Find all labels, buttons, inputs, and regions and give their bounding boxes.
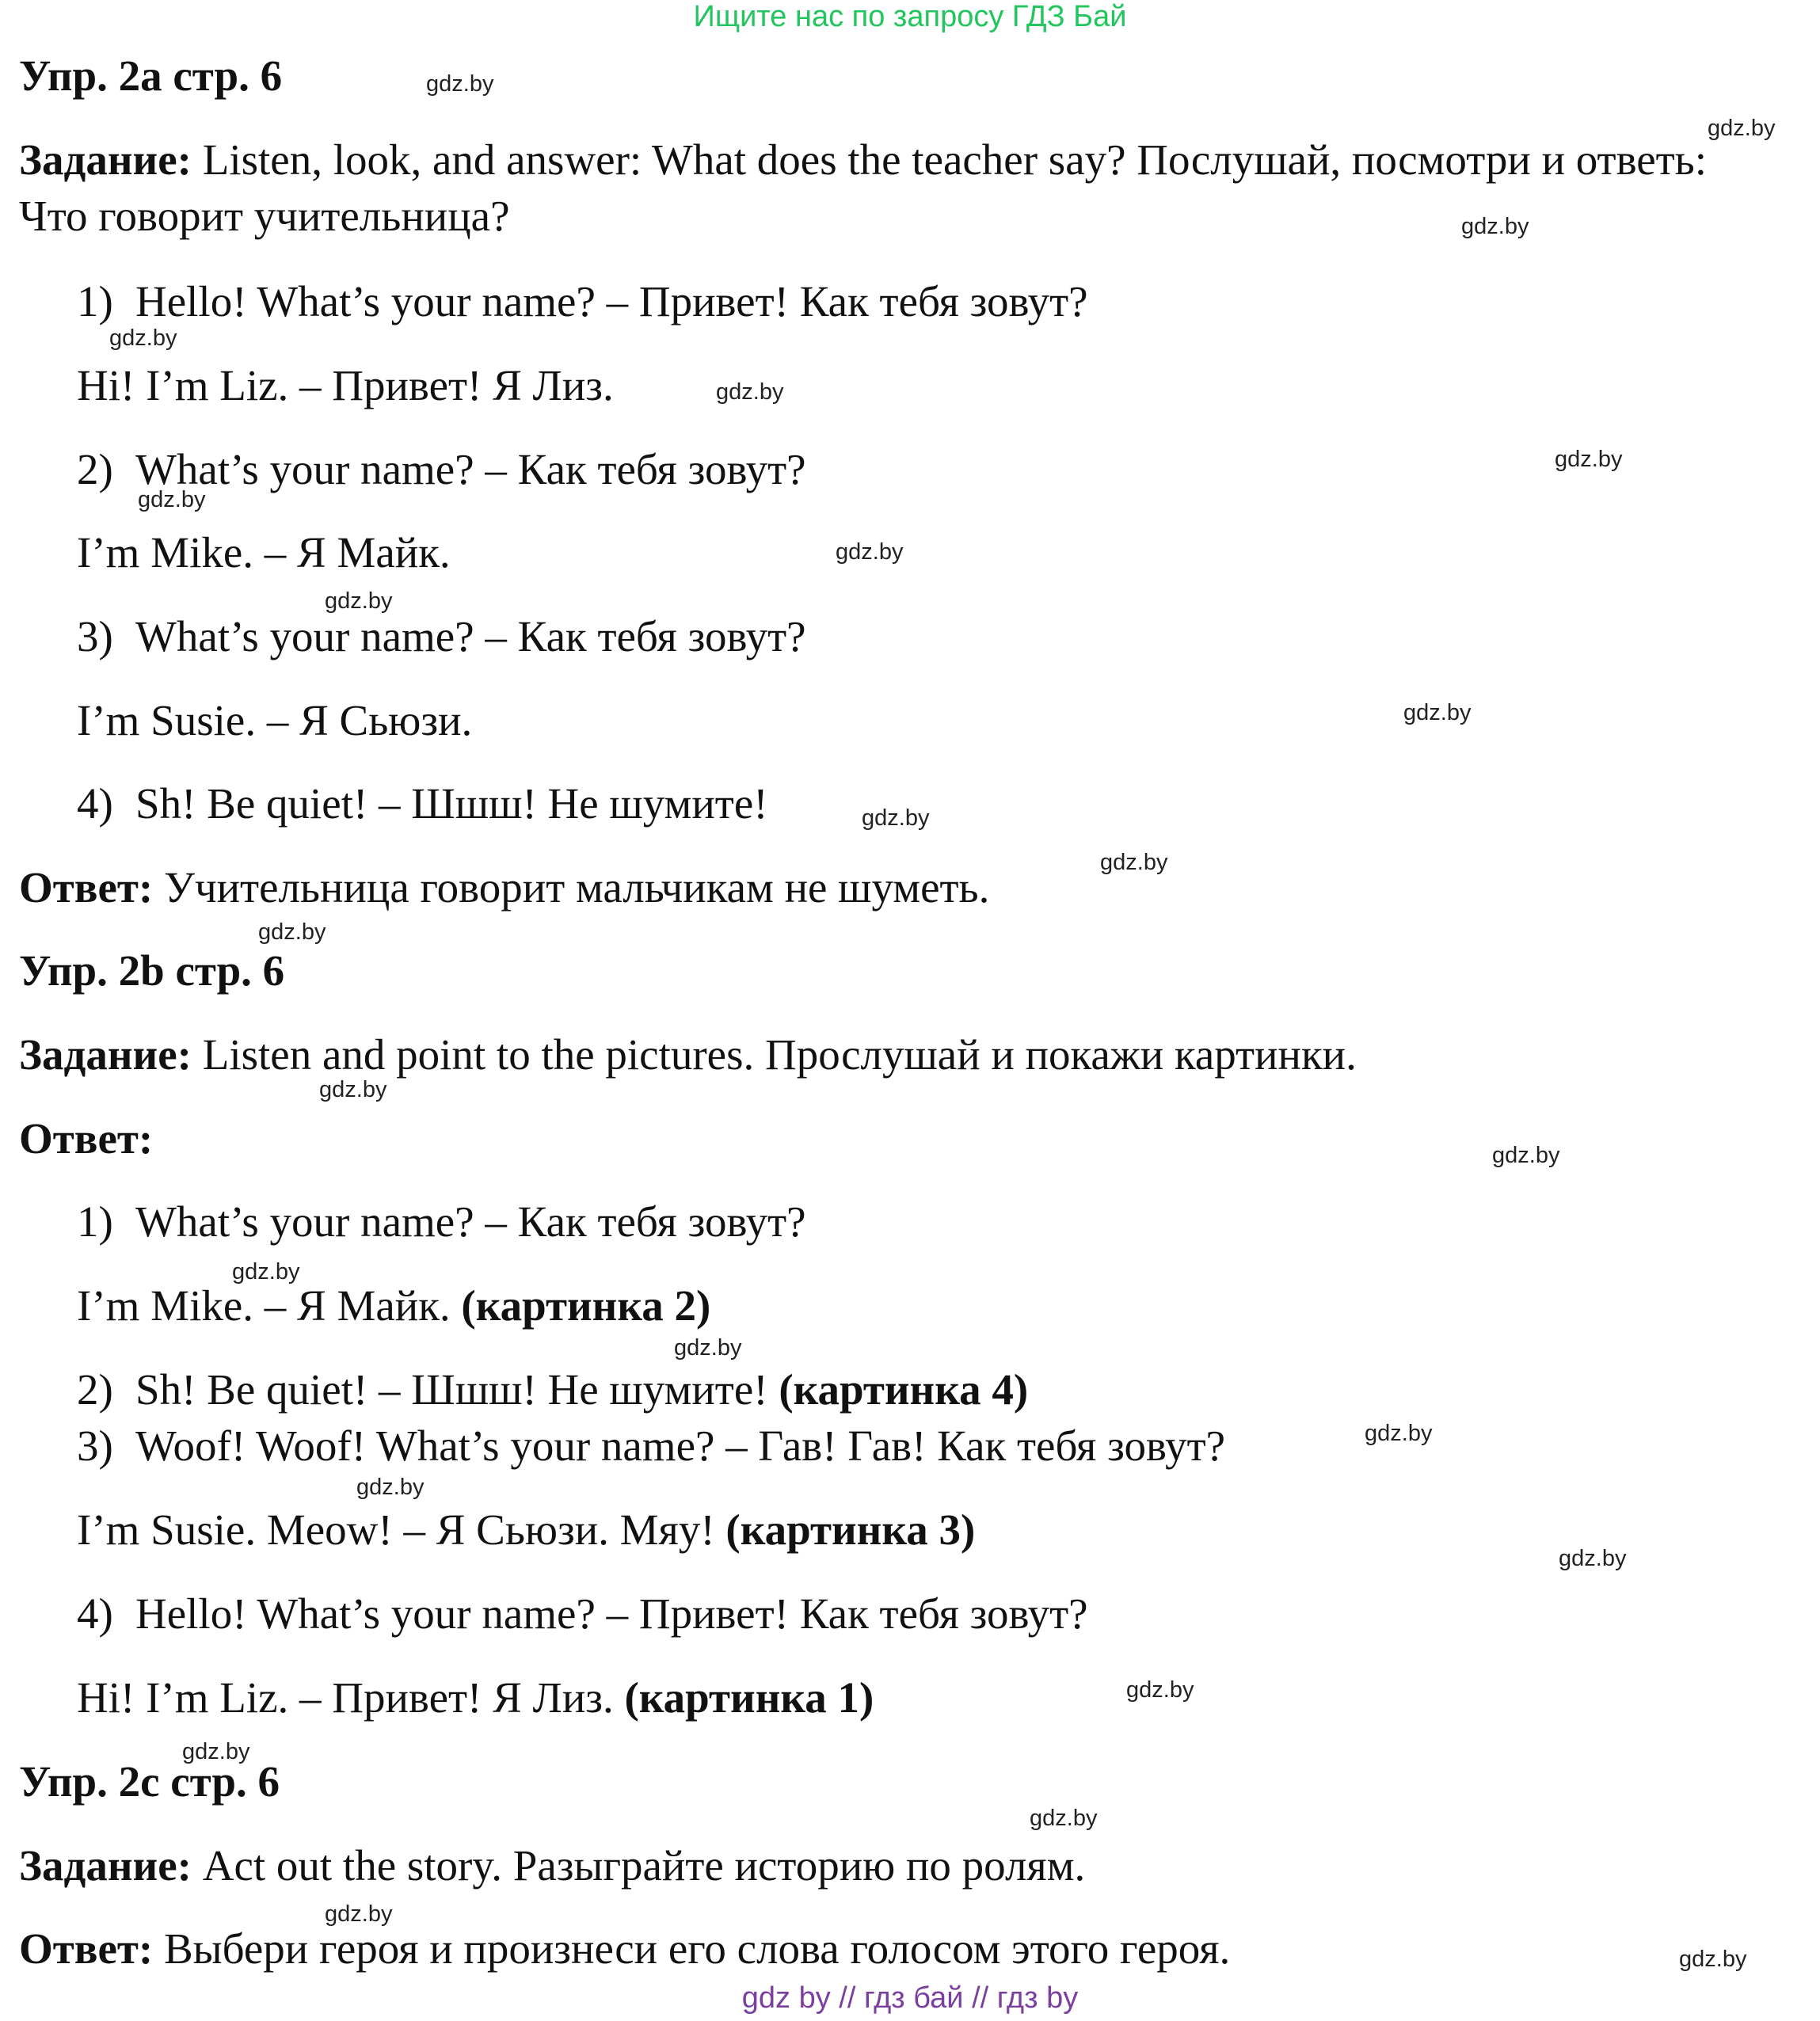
watermark: gdz.by	[836, 539, 904, 565]
task-text: Act out the story. Разыграйте историю по ролям.	[191, 1841, 1086, 1890]
ex2b-heading: Упр. 2b стр. 6	[19, 946, 285, 995]
ex2b-item-2-question	[77, 1365, 1029, 1414]
item-question: Woof! Woof! What’s your name? – Гав! Гав! Как тебя зовут?	[135, 1422, 1226, 1470]
watermark: gdz.by	[1492, 1143, 1560, 1168]
picture-ref: (картинка 4)	[779, 1365, 1029, 1414]
watermark: gdz.by	[109, 325, 177, 351]
watermark: gdz.by	[232, 1259, 300, 1285]
ex2c-heading: Упр. 2с стр. 6	[19, 1757, 280, 1806]
ex2a-item-1-answer: Hi! I’m Liz. – Привет! Я Лиз.	[77, 361, 614, 409]
watermark: gdz.by	[862, 805, 930, 831]
watermark: gdz.by	[674, 1335, 742, 1361]
ex2a-answer	[19, 863, 990, 912]
answer-label: Ответ:	[19, 863, 154, 912]
ex2b-item-3-answer	[77, 1505, 976, 1554]
ex2a-item-2-question	[77, 447, 806, 491]
ex2a-item-3-question	[77, 612, 806, 660]
ex2b-item-1-answer	[77, 1281, 711, 1330]
item-number: 1)	[77, 277, 113, 325]
answer-text: Учительница говорит мальчикам не шуметь.	[153, 863, 990, 912]
watermark: gdz.by	[319, 1077, 387, 1102]
ex2a-task-line2: Что говорит учительница?	[19, 192, 510, 240]
watermark: gdz.by	[1030, 1806, 1098, 1831]
item-answer: I’m Susie. Meow! – Я Сьюзи. Мяу!	[77, 1505, 726, 1554]
item-number: 3)	[77, 612, 113, 660]
item-number: 4)	[77, 779, 113, 828]
ex2a-item-2-answer: I’m Mike. – Я Майк.	[77, 528, 451, 577]
watermark: gdz.by	[1555, 447, 1623, 472]
item-number: 3)	[77, 1422, 113, 1470]
watermark: gdz.by	[138, 487, 206, 512]
item-number: 2)	[77, 445, 113, 493]
ex2a-item-3-answer: I’m Susie. – Я Сьюзи.	[77, 696, 473, 744]
footer-link-bar[interactable]: gdz by // гдз бай // гдз by	[741, 1981, 1079, 2015]
watermark: gdz.by	[1679, 1947, 1747, 1972]
ex2a-heading: Упр. 2а стр. 6	[19, 51, 283, 100]
task-text: Listen and point to the pictures. Прослушай и покажи картинки.	[191, 1030, 1357, 1079]
ex2c-task	[19, 1841, 1086, 1890]
item-question: Hello! What’s your name? – Привет! Как тебя зовут?	[135, 277, 1088, 325]
item-answer: I’m Mike. – Я Майк.	[77, 1281, 462, 1330]
watermark: gdz.by	[426, 71, 494, 97]
task-text: Listen, look, and answer: What does the teacher say? Послушай, посмотри и ответь:	[191, 135, 1708, 184]
item-number: 2)	[77, 1365, 113, 1414]
item-question: Sh! Be quiet! – Шшш! Не шумите!	[135, 1365, 779, 1414]
watermark: gdz.by	[1365, 1421, 1433, 1446]
ex2b-item-1-question	[77, 1197, 806, 1246]
ex2c-answer	[19, 1924, 1231, 1973]
watermark: gdz.by	[1126, 1677, 1194, 1703]
answer-label: Ответ:	[19, 1924, 154, 1973]
ex2b-answer-label: Ответ:	[19, 1114, 154, 1163]
item-number: 4)	[77, 1589, 113, 1638]
task-label: Задание:	[19, 1030, 192, 1079]
watermark: gdz.by	[1403, 700, 1472, 725]
watermark: gdz.by	[716, 379, 784, 405]
item-question: Sh! Be quiet! – Шшш! Не шумите!	[135, 779, 768, 828]
item-question: What’s your name? – Как тебя зовут?	[135, 1197, 806, 1246]
ex2b-item-3-question	[77, 1422, 1226, 1470]
site-banner: Ищите нас по запросу ГДЗ Бай	[693, 0, 1127, 33]
watermark: gdz.by	[1708, 116, 1776, 141]
watermark: gdz.by	[1461, 214, 1529, 239]
ex2b-task	[19, 1030, 1357, 1079]
ex2a-task-line1	[19, 135, 1708, 184]
item-number: 1)	[77, 1197, 113, 1246]
picture-ref: (картинка 2)	[461, 1281, 711, 1330]
ex2a-item-1-question	[77, 277, 1088, 325]
watermark: gdz.by	[325, 588, 393, 614]
watermark: gdz.by	[258, 919, 326, 945]
item-question: Hello! What’s your name? – Привет! Как тебя зовут?	[135, 1589, 1088, 1638]
task-label: Задание:	[19, 1841, 192, 1890]
watermark: gdz.by	[356, 1475, 425, 1500]
ex2b-item-4-question	[77, 1589, 1088, 1638]
watermark: gdz.by	[1559, 1546, 1627, 1571]
answer-text: Выбери героя и произнеси его слова голосом этого героя.	[153, 1924, 1231, 1973]
item-question: What’s your name? – Как тебя зовут?	[135, 445, 806, 493]
watermark: gdz.by	[325, 1901, 393, 1927]
task-label: Задание:	[19, 135, 192, 184]
ex2a-item-4-question	[77, 779, 768, 828]
item-question: What’s your name? – Как тебя зовут?	[135, 612, 806, 660]
watermark: gdz.by	[1100, 850, 1168, 875]
picture-ref: (картинка 1)	[624, 1673, 874, 1722]
watermark: gdz.by	[182, 1739, 250, 1764]
item-answer: Hi! I’m Liz. – Привет! Я Лиз.	[77, 1673, 625, 1722]
picture-ref: (картинка 3)	[725, 1505, 976, 1554]
ex2b-item-4-answer	[77, 1673, 874, 1722]
